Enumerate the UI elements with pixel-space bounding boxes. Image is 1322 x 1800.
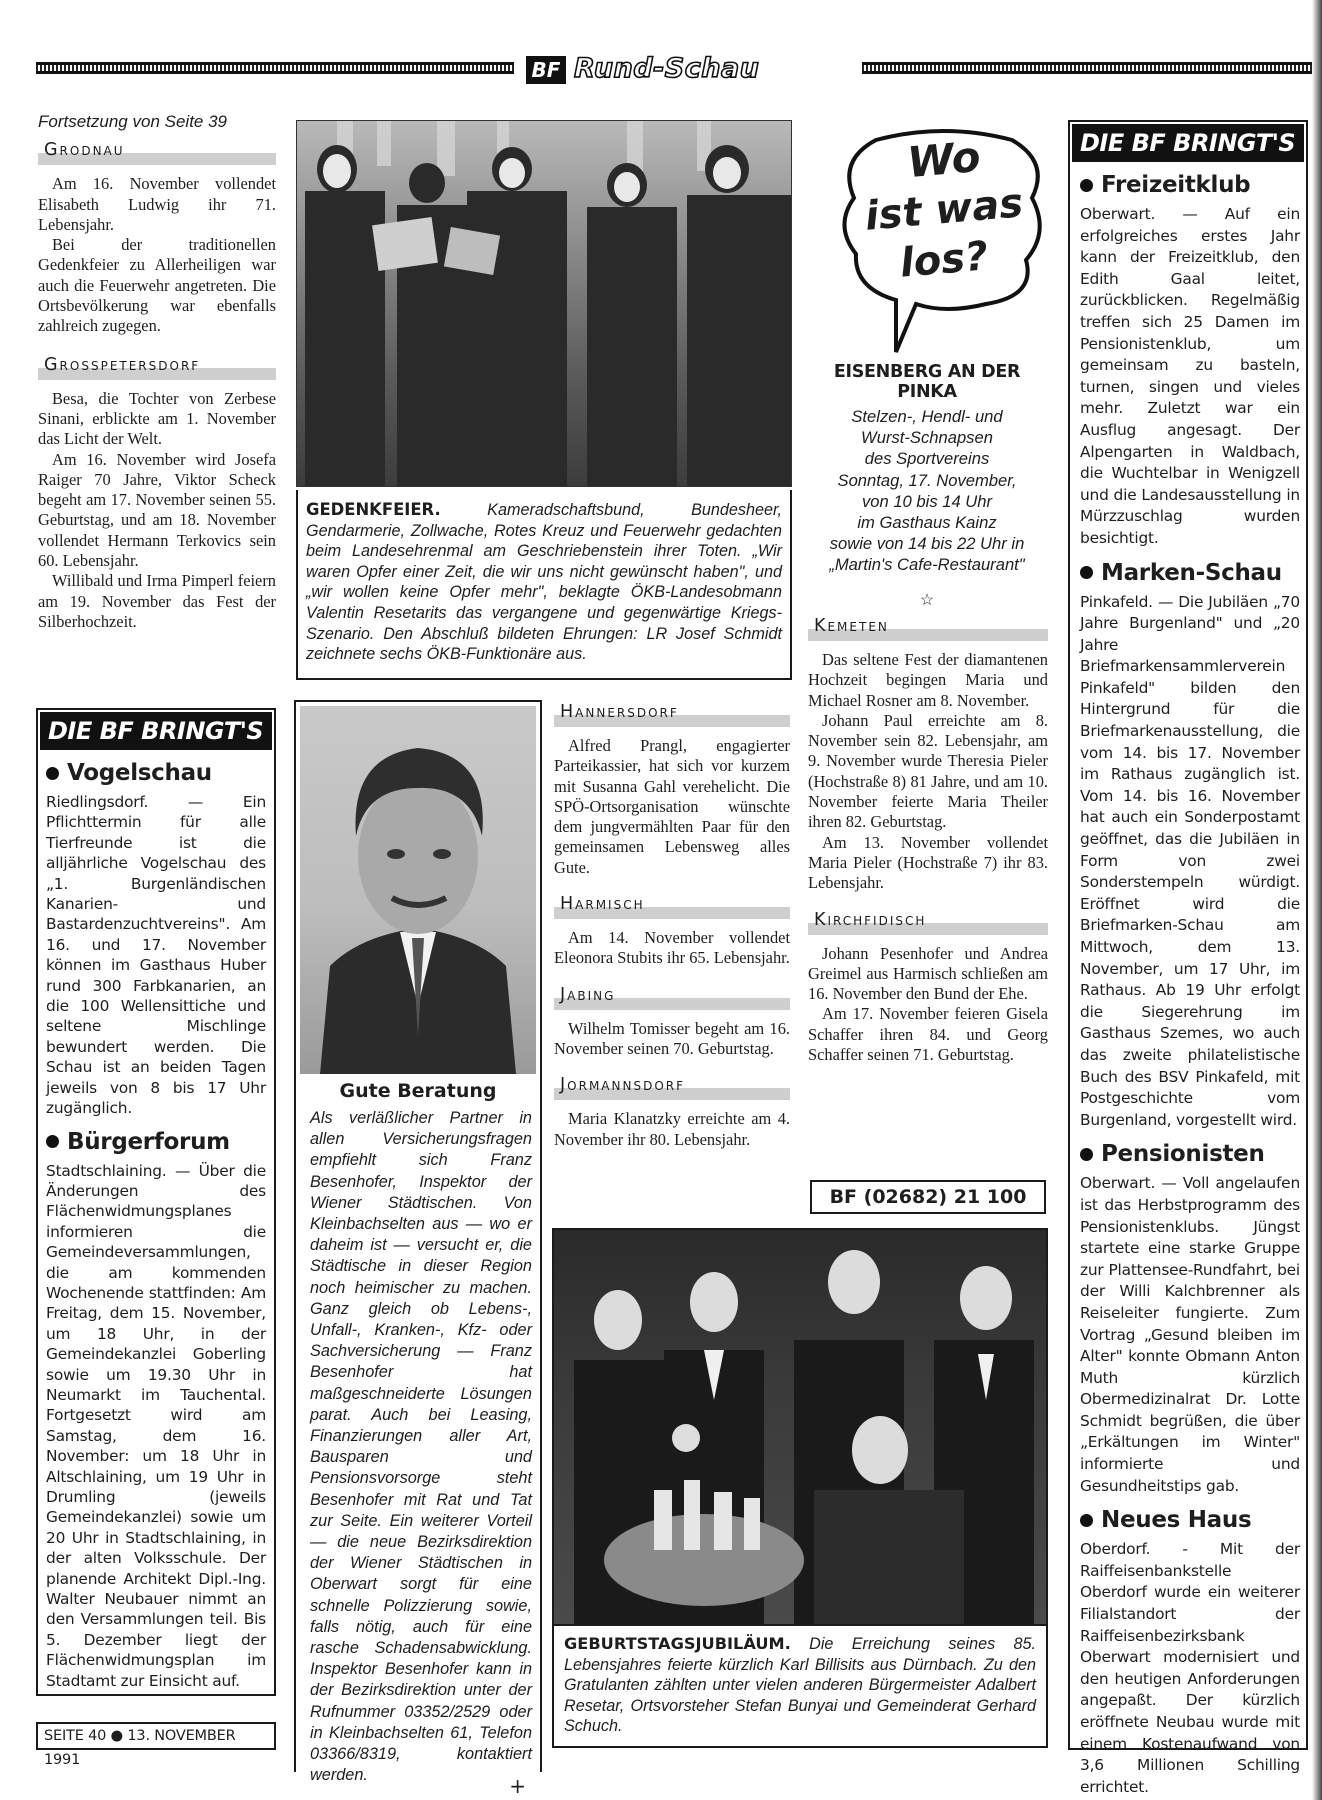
box-header: DIE BF BRINGT'S (40, 712, 272, 750)
article-text (554, 928, 790, 969)
article-text (554, 1109, 790, 1150)
column-3 (554, 686, 790, 1150)
column-1 (38, 112, 276, 632)
paragraph: Am 16. November vollendet Elisabeth Ludwig ihr 71. Lebensjahr. (38, 174, 276, 234)
paragraph: Johann Paul erreichte am 8. November sein 82. Lebensjahr, am 9. November wurde Theresia Pieler (Hochstraße 8) 81 Jahre, und am 10. November feierte Maria Theiler ihren 82. Geburtstag. (808, 710, 1048, 832)
group-photo-graphic (554, 1230, 1048, 1626)
item-title: Marken-Schau (1101, 559, 1282, 586)
phone-box: BF (02682) 21 100 (810, 1180, 1046, 1214)
ceremony-photo-graphic (297, 121, 792, 487)
place-heading: Jabing (554, 983, 790, 1010)
place-heading: Harmisch (554, 892, 790, 919)
article-text (808, 650, 1048, 894)
item-heading (46, 760, 266, 786)
event-heading: EISENBERG AN DER PINKA (833, 362, 1021, 402)
bf-bringts-box-right (1068, 120, 1308, 1796)
bullet-icon (1080, 1148, 1093, 1161)
item-text: Oberdorf. - Mit der Raiffeisenbankstelle Oberdorf wurde ein weiterer Filialstandort der Raiffeisenbezirksbank Oberwart modernisiert und den heutigen Anforderungen angepaßt. Der kürzlich eröffnete Neubau wurde mit einem Kostenaufwand von 3,6 Millionen Schilling errichtet. (1080, 1540, 1300, 1796)
caption-gedenkfeier (296, 490, 792, 680)
paragraph: Am 13. November vollendet Maria Pieler (Hochstraße 7) ihr 83. Lebensjahr. (808, 832, 1048, 893)
section-kemeten (808, 614, 1048, 894)
photo-birthday (552, 1228, 1048, 1626)
place-heading: Grodnau (38, 138, 276, 165)
item-heading (1080, 1141, 1300, 1167)
masthead-rule-left (36, 62, 514, 74)
item-heading (1080, 172, 1300, 198)
place-heading: Kirchfidisch (808, 908, 1048, 935)
masthead-rule-right (862, 62, 1312, 74)
place-heading: Hannersdorf (554, 700, 790, 727)
article-text (808, 944, 1048, 1066)
place-heading: Grosspetersdorf (38, 353, 276, 380)
article-text (554, 1019, 790, 1060)
bullet-icon (46, 767, 59, 780)
event-line: im Gasthaus Kainz (857, 513, 997, 533)
page-footer: SEITE 40 ● 13. NOVEMBER 1991 (36, 1722, 276, 1750)
caption-label: GEDENKFEIER. (306, 500, 441, 519)
paragraph: Am 16. November wird Josefa Raiger 70 Jahre, Viktor Scheck begeht am 17. November seinen 55. Geburtstag, und am 18. November vollendet Hermann Terkovics sein 60. Lebensjahr. (38, 449, 276, 571)
box-header: DIE BF BRINGT'S (1072, 124, 1304, 162)
paragraph: Am 14. November vollendet Eleonora Stubits ihr 65. Lebensjahr. (554, 928, 790, 968)
event-line: Stelzen-, Hendl- und (851, 407, 1003, 426)
event-line: des Sportvereins (864, 449, 990, 469)
item-text: Stadtschlaining. — Über die Änderungen des Flächenwidmungsplanes informieren die Gemeindeversammlungen, die am kommenden Wochenende stattfinden: Am Freitag, dem 15. November, um 18 Uhr, in der Gemeindekanzlei Goberling sowie um 19.30 Uhr in Neumarkt im Tauchental. Fortgesetzt wird am Samstag, dem 16. November: um 18 Uhr in Altschlaining, um 19 Uhr in Drumling (jeweils Gemeindekanzlei) sowie um 20 Uhr in Stadtschlaining, in der alten Volksschule. Der planende Architekt Dipl.-Ing. Walter Neubauer nimmt an den Versammlungen teil. Bis 5. Dezember liegt der Flächenwidmungsplan im Stadtamt zur Einsicht auf. (46, 1161, 266, 1690)
bullet-icon (1080, 566, 1093, 579)
masthead-title: Rund-Schau (574, 53, 760, 84)
column-4 (808, 600, 1048, 1065)
paragraph: Wilhelm Tomisser begeht am 16. November seinen 70. Geburtstag. (554, 1018, 790, 1058)
page-edge-shadow (1312, 0, 1322, 1800)
place-heading: Kemeten (808, 614, 1048, 641)
section-jormannsdorf (554, 1073, 790, 1150)
item-title: Vogelschau (67, 760, 212, 786)
paragraph: Alfred Prangl, engagierter Parteikassier, hat sich vor kurzem mit Susanna Gahl verehelicht. Die SPÖ-Ortsorganisation wünschte dem jungvermählten Paar für den gemeinsamen Lebensweg alles Gute. (554, 736, 790, 877)
section-grosspetersdorf (38, 353, 276, 633)
article-text (38, 174, 276, 336)
section-harmisch (554, 892, 790, 969)
item-text: Oberwart. — Voll angelaufen ist das Herbstprogramm des Pensionistenklubs. Jüngst startete eine starke Gruppe zur Plattensee-Rundfahrt, bei der Willi Kalchbrenner als Reiseleiter fungierte. Zum Vortrag „Gesund bleiben im Alter" konnte Obmann Anton Muth kürzlich Obermedizinalrat Dr. Lotte Schmidt begrüßen, die über „Erkältungen im Winter" informierte und Gesundheitstips gab. (1080, 1174, 1300, 1495)
portrait-text: Als verläßlicher Partner in allen Versicherungsfragen empfiehlt sich Franz Besenhofer, Inspektor der Wiener Städtischen. Von Kleinbachselten aus — wo er daheim ist — versucht er, die Städtische in dieser Region noch heimischer zu machen. Ganz gleich ob Lebens-, Unfall-, Kranken-, Kfz- oder Sachversicherung — Franz Besenhofer hat maßgeschneiderte Lösungen parat. Auch bei Leasing, Finanzierungen aller Art, Bausparen und Pensionsvorsorge steht Besenhofer mit Rat und Tat zur Seite. Ein weiterer Vorteil — die neue Bezirksdirektion der Wiener Städtischen in Oberwart sorgt für eine schnelle Polizzierung sowie, falls nötig, auch für eine rasche Schadensabwicklung. Inspektor Besenhofer kann in der Bezirksdirektion unter der Rufnummer 03352/2529 oder in Kleinbachselten 61, Telefon 03366/8319, kontaktiert werden. (310, 1109, 532, 1785)
end-mark: + (509, 1774, 526, 1798)
photo-gedenkfeier (296, 120, 792, 487)
article-text (554, 736, 790, 878)
portrait-heading: Gute Beratung (339, 1080, 497, 1102)
article-text (38, 389, 276, 633)
man-portrait-graphic (300, 706, 536, 1074)
section-grodnau (38, 138, 276, 336)
item-title: Pensionisten (1101, 1141, 1265, 1168)
paragraph: Maria Klanatzky erreichte am 4. November ihr 80. Lebensjahr. (554, 1109, 790, 1149)
place-heading: Jormannsdorf (554, 1073, 790, 1100)
section-kirchfidisch (808, 908, 1048, 1066)
event-line: „Martin's Cafe-Restaurant" (829, 555, 1025, 575)
event-box (806, 362, 1048, 609)
bullet-icon (1080, 179, 1093, 192)
bullet-icon (1080, 1514, 1093, 1527)
star-icon: ☆ (919, 589, 935, 609)
paragraph: Besa, die Tochter von Zerbese Sinani, erblickte am 1. November das Licht der Welt. (38, 388, 276, 449)
caption-label: GEBURTSTAGSJUBILÄUM. (564, 1634, 791, 1653)
caption-birthday (552, 1626, 1048, 1748)
bullet-icon (46, 1135, 59, 1148)
caption-text: Die Erreichung seines 85. Lebensjahres feierte kürzlich Karl Billisits aus Dürnbach. Zu den Gratulanten zählten unter vielen anderen Bürgermeister Adalbert Resetar, Ortsvorsteher Stefan Bunyai und Gemeinderat Gerhard Schuch. (564, 1635, 1036, 1736)
item-text: Oberwart. — Auf ein erfolgreiches erstes Jahr kann der Freizeitklub, den Edith Gaal leitet, zurückblicken. Regelmäßig treffen sich 25 Damen im Pensionistenklub, um gemeinsam zu basteln, turnen, singen und vieles mehr. Zuletzt war ein Ausflug angesagt. Der Alpengarten in Waldbach, die Wuchtelbar in Wenigzell und die Landesausstellung in Mürzzuschlag wurden besichtigt. (1080, 205, 1300, 547)
paragraph: Johann Pesenhofer und Andrea Greimel aus Harmisch schließen am 16. November den Bund der Ehe. (808, 943, 1048, 1004)
bubble-text-1: Wo (905, 131, 983, 188)
item-text: Riedlingsdorf. — Ein Pflichttermin für alle Tierfreunde ist die alljährliche Vogelschau des „1. Burgenländischen Kanarien- und Bastardenzuchtvereins". Am 16. und 17. November können im Gasthaus Huber rund 300 Farbkanarien, an die 100 Wellensittiche und seltene Mischlinge bewundert werden. Die Schau ist an beiden Tagen jeweils von 8 bis 17 Uhr zugänglich. (46, 793, 266, 1118)
continuation-note: Fortsetzung von Seite 39 (38, 112, 228, 131)
speech-bubble (836, 128, 1052, 360)
paragraph: Am 17. November feieren Gisela Schaffer ihren 84. und Georg Schaffer seinen 71. Geburtstag. (808, 1004, 1048, 1065)
item-title: Freizeitklub (1101, 172, 1251, 198)
bf-bringts-box-left (36, 708, 276, 1696)
bubble-text-2: ist was (863, 180, 1025, 240)
section-jabing (554, 983, 790, 1060)
event-line: Sonntag, 17. November, (837, 470, 1017, 490)
section-hannersdorf (554, 700, 790, 878)
caption-text: Kameradschaftsbund, Bundesheer, Gendarmerie, Zollwache, Rotes Kreuz und Feuerwehr gedachten beim Landesehrenmal am Geschriebenstein ihrer Toten. „Wir waren Opfer einer Zeit, die wir uns nicht gewünscht haben", und „wir wollen keine Opfer mehr", beklagte ÖKB-Landesobmann Valentin Resetarits das vergangene und gegenwärtige Kriegs-Szenario. Den Abschluß bildeten Ehrungen: LR Josef Schmidt zeichnete sechs ÖKB-Funktionäre aus. (306, 501, 782, 664)
event-details (806, 406, 1048, 576)
item-text: Pinkafeld. — Die Jubiläen „70 Jahre Burgenland" und „20 Jahre Briefmarkensammlerverein Pinkafeld" bilden den Hintergrund für die Briefmarkenausstellung, die vom 14. bis 17. November im Rathaus zugänglich ist. Vom 14. bis 16. November hat auch ein Sonderpostamt geöffnet, das die Jubiläen in Form von zwei Sonderstempeln würdigt. Eröffnet wird die Briefmarken-Schau am Mittwoch, dem 13. November, um 17 Uhr, im Rathaus. Ab 19 Uhr erfolgt die Siegerehrung im Gasthaus Szemes, wo auch das zweite philatelistische Buch des BSV Pinkafeld, mit Postgeschichte vom Burgenland, vorgestellt wird. (1080, 592, 1300, 1129)
item-heading (1080, 560, 1300, 586)
item-heading (46, 1129, 266, 1155)
paragraph: Bei der traditionellen Gedenkfeier zu Allerheiligen war auch die Feuerwehr angetreten. Die Ortsbevölkerung war ebenfalls zahlreich zugegen. (38, 235, 276, 336)
masthead-logo: BF (526, 56, 566, 84)
masthead (36, 53, 1312, 88)
bubble-text-3: los? (898, 233, 990, 287)
item-title: Bürgerforum (67, 1128, 230, 1155)
paragraph: Willibald und Irma Pimperl feiern am 19. November das Fest der Silberhochzeit. (38, 571, 276, 631)
event-line: von 10 bis 14 Uhr (861, 491, 993, 511)
item-title: Neues Haus (1101, 1507, 1252, 1534)
event-line: sowie von 14 bis 22 Uhr in (829, 534, 1025, 554)
portrait-box (294, 700, 542, 1798)
portrait-photo (300, 706, 536, 1074)
event-line: Wurst-Schnapsen (861, 428, 993, 448)
paragraph: Das seltene Fest der diamantenen Hochzeit begingen Maria und Michael Rosner am 8. November. (808, 650, 1048, 710)
item-heading (1080, 1507, 1300, 1533)
